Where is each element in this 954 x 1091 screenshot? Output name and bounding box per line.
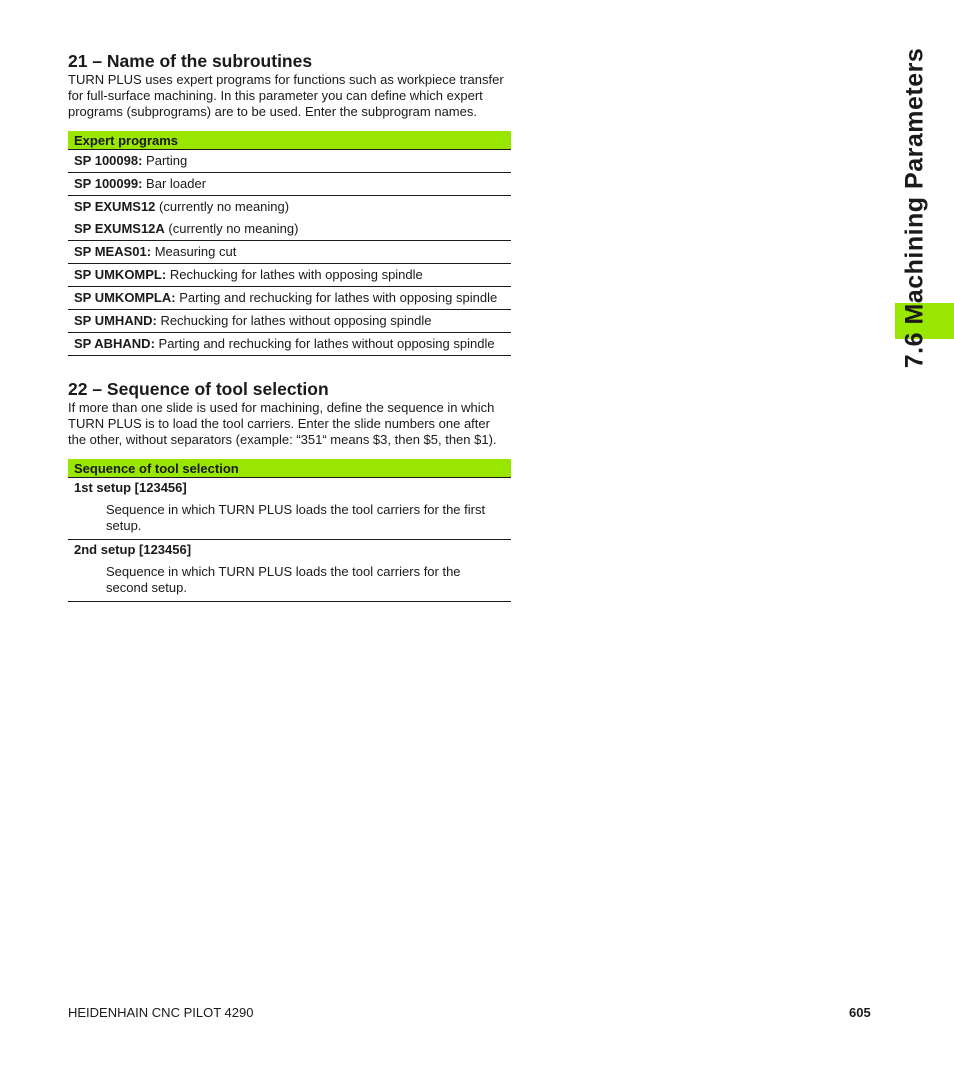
program-description: Measuring cut	[151, 244, 237, 259]
table-row	[68, 310, 511, 333]
footer-product-name: HEIDENHAIN CNC PILOT 4290	[68, 1005, 254, 1020]
table-row	[68, 150, 511, 173]
section-21-heading: 21 – Name of the subroutines	[68, 51, 313, 71]
program-description: Bar loader	[142, 176, 207, 191]
setup-description: Sequence in which TURN PLUS loads the tool carriers for the first setup.	[68, 498, 511, 540]
program-description: Parting and rechucking for lathes without opposing spindle	[154, 336, 495, 351]
tool-selection-table	[68, 459, 511, 602]
chapter-side-title-text: 7.6 Machining Parameters	[900, 47, 929, 368]
table-row	[68, 333, 511, 356]
program-name: SP 100099:	[74, 176, 143, 191]
expert-programs-table-header: Expert programs	[68, 131, 511, 150]
table-row	[68, 196, 511, 218]
setup-title: 1st setup [123456]	[74, 480, 187, 495]
section-22-heading: 22 – Sequence of tool selection	[68, 379, 329, 399]
program-name: SP UMKOMPLA:	[74, 290, 176, 305]
program-description: (currently no meaning)	[164, 221, 299, 236]
table-row	[68, 173, 511, 196]
program-name: SP ABHAND:	[74, 336, 155, 351]
setup-description: Sequence in which TURN PLUS loads the tool carriers for the second setup.	[68, 560, 511, 602]
program-name: SP EXUMS12	[74, 199, 156, 214]
program-name: SP 100098:	[74, 153, 143, 168]
table-row	[68, 218, 511, 241]
program-name: SP UMKOMPL:	[74, 267, 167, 282]
expert-programs-table	[68, 131, 511, 356]
program-name: SP EXUMS12A	[74, 221, 165, 236]
program-description: Rechucking for lathes without opposing spindle	[156, 313, 432, 328]
program-description: (currently no meaning)	[155, 199, 290, 214]
program-description: Rechucking for lathes with opposing spindle	[166, 267, 423, 282]
page-number: 605	[849, 1005, 871, 1020]
table-row	[68, 241, 511, 264]
table-row	[68, 264, 511, 287]
chapter-side-title	[895, 47, 935, 368]
program-name: SP UMHAND:	[74, 313, 157, 328]
section-21-paragraph: TURN PLUS uses expert programs for functions such as workpiece transfer for full-surface machining. In this parameter you can define which expert programs (subprograms) are to be used. Enter the subprogram names.	[68, 72, 504, 119]
program-description: Parting and rechucking for lathes with opposing spindle	[175, 290, 498, 305]
program-description: Parting	[142, 153, 188, 168]
section-22-paragraph: If more than one slide is used for machining, define the sequence in which TURN PLUS is to load the tool carriers. Enter the slide numbers one after the other, without separators (example: “351“ means $3, then $5, then $1).	[68, 400, 497, 447]
program-name: SP MEAS01:	[74, 244, 152, 259]
tool-selection-table-header: Sequence of tool selection	[68, 459, 511, 478]
table-row	[68, 287, 511, 310]
setup-title: 2nd setup [123456]	[74, 542, 192, 557]
page-content	[68, 48, 511, 602]
